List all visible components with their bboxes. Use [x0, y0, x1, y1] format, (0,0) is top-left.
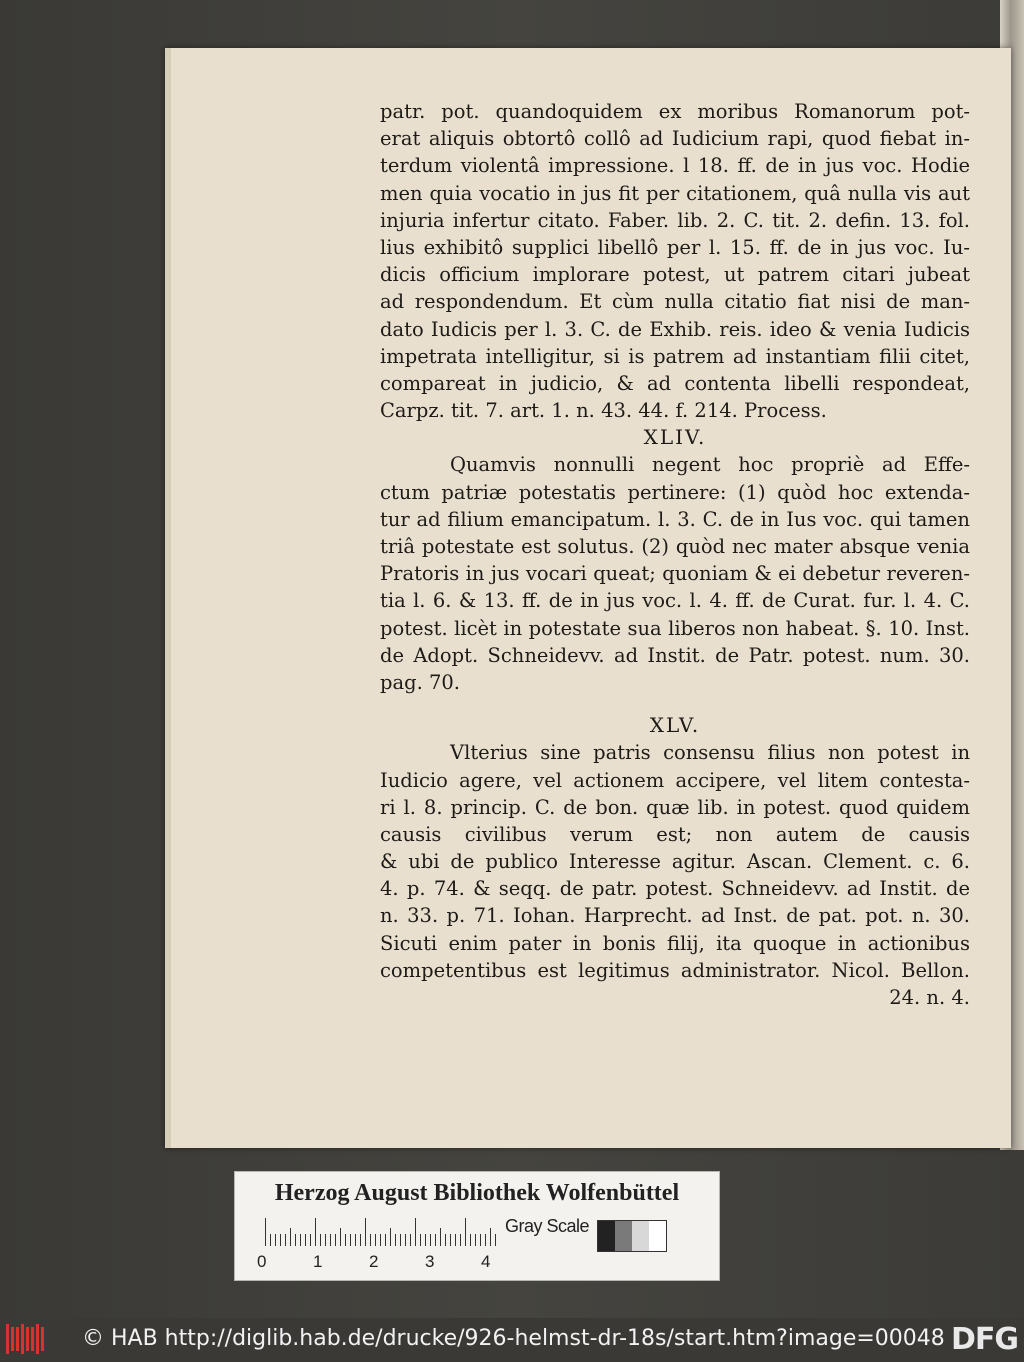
ruler-tick	[315, 1218, 316, 1246]
ruler-tick	[420, 1234, 421, 1246]
ruler-tick	[275, 1234, 276, 1246]
text-line: lius exhibitô supplici libellô per l. 15. ff. de in jus voc. Iu-	[380, 235, 970, 259]
ruler-tick	[280, 1234, 281, 1246]
paragraph-1	[380, 98, 970, 424]
text-line: Carpz. tit. 7. art. 1. n. 43. 44. f. 214. Process.	[380, 399, 827, 423]
gray-scale-bar	[597, 1220, 667, 1252]
text-line: Sicuti enim pater in bonis filij, ita quoque in actionibus	[380, 931, 970, 955]
gray-swatch	[598, 1221, 615, 1251]
ruler-number: 4	[481, 1252, 491, 1271]
text-line: 4. p. 74. & seqq. de patr. potest. Schneidevv. ad Instit. de	[380, 877, 970, 901]
barcode-stripe	[41, 1327, 44, 1351]
ruler-tick	[365, 1218, 366, 1246]
viewer-footer	[0, 1318, 1024, 1362]
ruler-tick	[295, 1234, 296, 1246]
ruler-tick	[450, 1234, 451, 1246]
text-line: dicis officium implorare potest, ut patrem citari jubeat	[380, 263, 970, 287]
ruler-number: 1	[313, 1252, 323, 1271]
text-line: potest. licèt in potestate sua liberos non habeat. §. 10. Inst.	[380, 616, 970, 640]
text-line: competentibus est legitimus administrator. Nicol. Bellon.	[380, 958, 970, 982]
barcode-stripe	[21, 1324, 24, 1354]
ruler-tick	[375, 1234, 376, 1246]
barcode-stripe	[36, 1324, 39, 1354]
hab-logo-icon[interactable]	[6, 1324, 48, 1354]
text-line: Vlterius sine patris consensu filius non potest in	[450, 741, 970, 765]
ruler-number: 2	[369, 1252, 379, 1271]
paragraph-3	[380, 739, 970, 1011]
ruler-tick	[270, 1234, 271, 1246]
ruler-tick	[430, 1234, 431, 1246]
gray-swatch	[649, 1221, 666, 1251]
text-line: 24. n. 4.	[889, 986, 970, 1009]
text-line: causis civilibus verum est; non autem de causis	[380, 822, 970, 846]
text-line: tia l. 6. & 13. ff. de in jus voc. l. 4. ff. de Curat. fur. l. 4. C.	[380, 589, 970, 613]
ruler-tick	[370, 1234, 371, 1246]
ruler-tick	[465, 1218, 466, 1246]
section-heading-44: XLIV.	[643, 425, 707, 450]
text-line: Iudicio agere, vel actionem accipere, vel litem contesta-	[380, 768, 970, 792]
text-line: de Adopt. Schneidevv. ad Instit. de Patr. potest. num. 30.	[380, 643, 970, 667]
text-line: compareat in judicio, & ad contenta libelli respondeat,	[380, 371, 970, 395]
copyright-link[interactable]: © HAB http://diglib.hab.de/drucke/926-helmst-dr-18s/start.htm?image=00048	[82, 1326, 945, 1351]
ruler-tick	[320, 1234, 321, 1246]
gray-scale-label: Gray Scale	[505, 1216, 590, 1236]
section-heading-45: XLV.	[649, 713, 701, 738]
text-line: n. 33. p. 71. Iohan. Harprecht. ad Inst. de pat. pot. n. 30.	[380, 904, 970, 928]
ruler-tick	[265, 1218, 266, 1246]
text-line: ri l. 8. princip. C. de bon. quæ lib. in potest. quod quidem	[380, 795, 970, 819]
scale-ruler	[265, 1218, 497, 1246]
ruler-tick	[400, 1234, 401, 1246]
ruler-tick	[345, 1234, 346, 1246]
ruler-number: 0	[257, 1252, 267, 1271]
text-line: men quia vocatio in jus fit per citationem, quâ nulla vis aut	[380, 181, 970, 205]
text-line: terdum violentâ impressione. l 18. ff. de in jus voc. Hodie	[380, 154, 970, 178]
ruler-tick	[290, 1228, 291, 1246]
ruler-tick	[335, 1234, 336, 1246]
paragraph-2	[380, 451, 970, 696]
dfg-logo[interactable]: DFG	[950, 1322, 1018, 1357]
ruler-tick	[360, 1234, 361, 1246]
ruler-tick	[455, 1234, 456, 1246]
ruler-number: 3	[425, 1252, 435, 1271]
text-line: dato Iudicis per l. 3. C. de Exhib. reis. ideo & venia Iudicis	[380, 317, 970, 341]
barcode-stripe	[6, 1324, 9, 1354]
ruler-tick	[460, 1234, 461, 1246]
ruler-tick	[475, 1234, 476, 1246]
gray-swatch	[615, 1221, 632, 1251]
ruler-tick	[410, 1234, 411, 1246]
text-line: triâ potestate est solutus. (2) quòd nec mater absque venia	[380, 535, 970, 558]
text-line: pag. 70.	[380, 670, 460, 694]
gray-swatch	[632, 1221, 649, 1251]
text-line: injuria infertur citato. Faber. lib. 2. C. tit. 2. defin. 13. fol.	[380, 208, 970, 232]
text-line: impetrata intelligitur, si is patrem ad instantiam filii citet,	[380, 344, 970, 368]
ruler-tick	[395, 1234, 396, 1246]
library-color-card	[234, 1171, 720, 1281]
ruler-tick	[435, 1234, 436, 1246]
barcode-stripe	[11, 1327, 14, 1351]
ruler-tick	[425, 1234, 426, 1246]
ruler-tick	[385, 1234, 386, 1246]
ruler-tick	[495, 1234, 496, 1246]
ruler-tick	[305, 1234, 306, 1246]
ruler-tick	[445, 1234, 446, 1246]
ruler-tick	[330, 1234, 331, 1246]
ruler-tick	[490, 1228, 491, 1246]
ruler-tick	[405, 1234, 406, 1246]
ruler-tick	[380, 1234, 381, 1246]
ruler-tick	[480, 1234, 481, 1246]
ruler-tick	[355, 1234, 356, 1246]
ruler-tick	[415, 1218, 416, 1246]
ruler-tick	[285, 1234, 286, 1246]
ruler-tick	[340, 1228, 341, 1246]
barcode-stripe	[26, 1327, 29, 1351]
ruler-tick	[325, 1234, 326, 1246]
ruler-tick	[390, 1228, 391, 1246]
page-gutter	[165, 48, 171, 1148]
ruler-tick	[440, 1228, 441, 1246]
text-line: & ubi de publico Interesse agitur. Ascan. Clement. c. 6.	[380, 850, 970, 874]
page-text	[380, 98, 970, 1011]
ruler-tick	[485, 1234, 486, 1246]
text-line: erat aliquis obtortô collô ad Iudicium rapi, quod fiebat in-	[380, 127, 970, 151]
text-line: ad respondendum. Et cùm nulla citatio fiat nisi de man-	[380, 290, 970, 314]
barcode-stripe	[16, 1327, 19, 1351]
text-line: Pratoris in jus vocari queat; quoniam & ei debetur reveren-	[380, 562, 970, 586]
ruler-tick	[300, 1234, 301, 1246]
library-name: Herzog August Bibliothek Wolfenbüttel	[274, 1180, 680, 1206]
text-line: tur ad filium emancipatum. l. 3. C. de in Ius voc. qui tamen	[380, 507, 970, 531]
text-line: patr. pot. quandoquidem ex moribus Romanorum pot-	[380, 100, 970, 123]
text-line: Quamvis nonnulli negent hoc propriè ad Effe-	[450, 453, 970, 477]
ruler-tick	[350, 1234, 351, 1246]
ruler-tick	[310, 1234, 311, 1246]
text-line: ctum patriæ potestatis pertinere: (1) quòd hoc extenda-	[380, 480, 970, 504]
barcode-stripe	[31, 1327, 34, 1351]
ruler-tick	[470, 1234, 471, 1246]
